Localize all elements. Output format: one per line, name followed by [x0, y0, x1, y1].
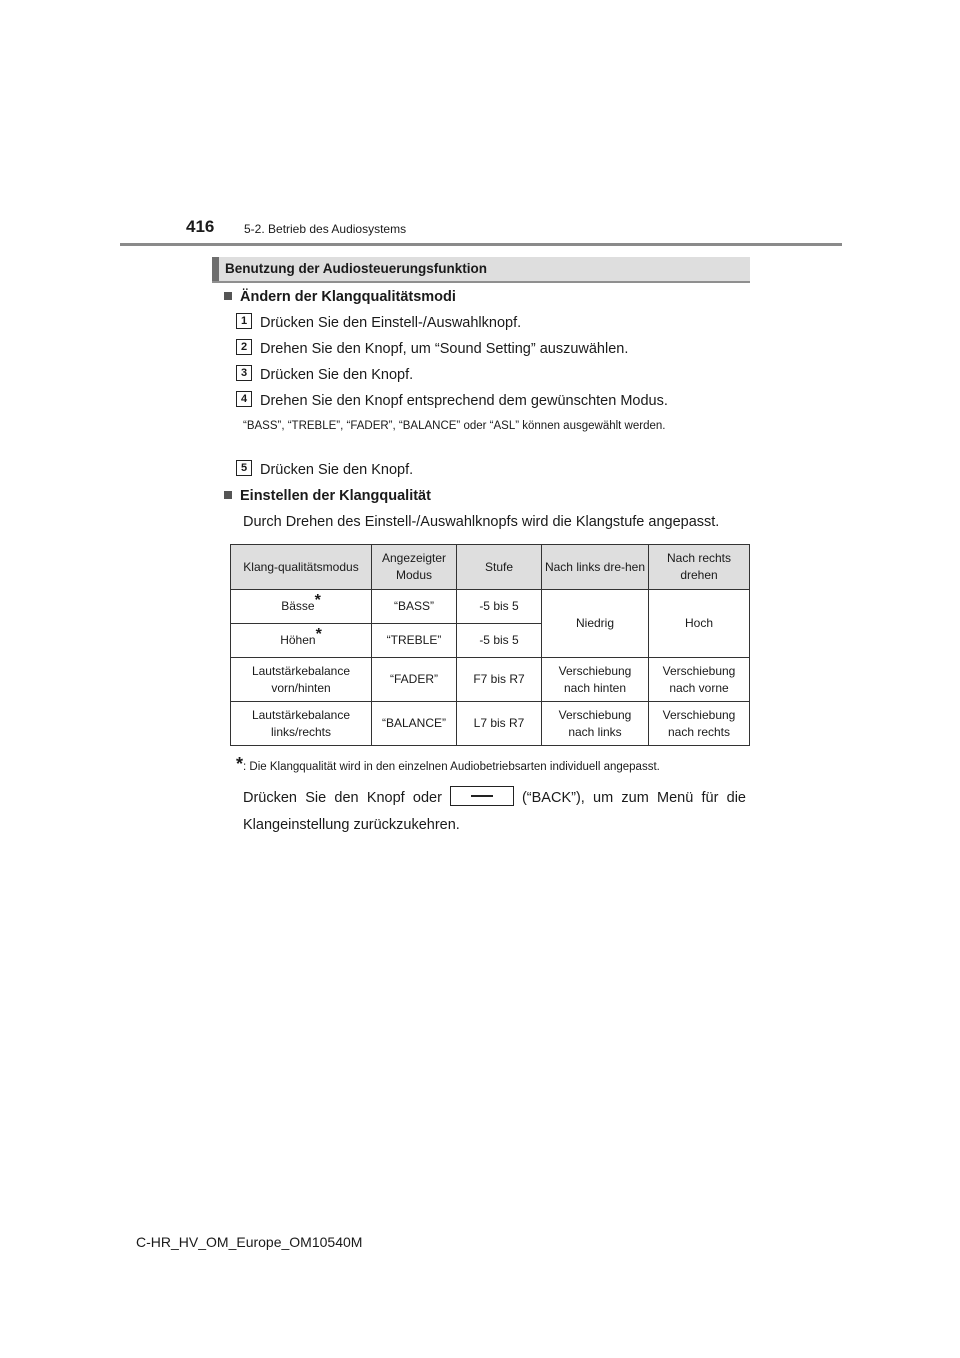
footnote-marker: * — [236, 754, 244, 774]
table-cell-left: Verschiebung nach links — [542, 702, 649, 746]
section-title-bar — [212, 257, 750, 283]
table-cell-mode: Lautstärkebalance links/rechts — [231, 702, 372, 746]
step-text-2: Drehen Sie den Knopf, um “Sound Setting” auszuwählen. — [260, 341, 629, 357]
table-cell-mode — [231, 590, 372, 624]
table-header-row — [231, 545, 750, 590]
square-bullet-icon — [224, 292, 232, 300]
page-number: 416 — [186, 217, 215, 236]
step-text-3: Drücken Sie den Knopf. — [260, 367, 414, 383]
table-cell-level: -5 bis 5 — [457, 590, 542, 624]
header-divider — [120, 243, 842, 246]
table-cell-level: L7 bis R7 — [457, 702, 542, 746]
table-cell-level: F7 bis R7 — [457, 658, 542, 702]
table-header-cell: Stufe — [457, 545, 542, 590]
table-cell-mode — [231, 624, 372, 658]
table-cell-right: Verschiebung nach rechts — [649, 702, 750, 746]
table-cell-mode: Lautstärkebalance vorn/hinten — [231, 658, 372, 702]
back-instruction-start: Drücken Sie den Knopf oder — [243, 790, 442, 806]
table-cell-display: “FADER” — [372, 658, 457, 702]
mode-note: “BASS”, “TREBLE”, “FADER”, “BALANCE” oder “ASL” können ausgewählt werden. — [243, 420, 666, 432]
mode-change-heading-text: Ändern der Klangqualitätsmodi — [240, 289, 456, 305]
mode-label: Bässe — [281, 599, 315, 613]
back-instruction-end: (“BACK”), um zum Menü für die Klangeinstellung zurückzukehren. — [243, 790, 746, 833]
step-number-5: 5 — [236, 460, 252, 476]
step-number-2: 2 — [236, 339, 252, 355]
table-header-cell: Klang-qualitätsmodus — [231, 545, 372, 590]
breadcrumb: 5-2. Betrieb des Audiosystems — [244, 222, 407, 236]
back-button-icon — [450, 786, 514, 806]
step-text-1: Drücken Sie den Einstell-/Auswahlknopf. — [260, 315, 522, 331]
table-cell-display: “BALANCE” — [372, 702, 457, 746]
back-instruction — [243, 785, 746, 839]
table-cell-level: -5 bis 5 — [457, 624, 542, 658]
step-number-1: 1 — [236, 313, 252, 329]
table-cell-right: Verschiebung nach vorne — [649, 658, 750, 702]
quality-adjust-heading — [224, 488, 431, 504]
quality-adjust-text: Durch Drehen des Einstell-/Auswahlknopfs wird die Klangstufe angepasst. — [243, 514, 720, 530]
table-cell-left: Verschiebung nach hinten — [542, 658, 649, 702]
table-row — [231, 702, 750, 746]
asterisk-mark: * — [314, 592, 321, 609]
table-cell-left: Niedrig — [542, 590, 649, 658]
mode-change-heading — [224, 289, 456, 305]
asterisk-mark: * — [315, 626, 322, 643]
table-cell-display: “BASS” — [372, 590, 457, 624]
table-cell-right: Hoch — [649, 590, 750, 658]
footnote — [236, 754, 660, 775]
footnote-text: : Die Klangqualität wird in den einzelnen Audiobetriebsarten individuell angepasst. — [243, 761, 660, 773]
section-title: Benutzung der Audiosteuerungsfunktion — [225, 261, 487, 276]
step-number-4: 4 — [236, 391, 252, 407]
document-code: C-HR_HV_OM_Europe_OM10540M — [136, 1234, 363, 1250]
table-row — [231, 658, 750, 702]
table-header-cell: Nach rechts drehen — [649, 545, 750, 590]
sound-quality-table — [230, 544, 750, 746]
square-bullet-icon — [224, 491, 232, 499]
step-number-3: 3 — [236, 365, 252, 381]
step-text-4: Drehen Sie den Knopf entsprechend dem gewünschten Modus. — [260, 393, 668, 409]
table-row — [231, 590, 750, 624]
section-accent — [212, 257, 219, 281]
table-cell-display: “TREBLE” — [372, 624, 457, 658]
step-text-5: Drücken Sie den Knopf. — [260, 462, 414, 478]
mode-label: Höhen — [280, 633, 316, 647]
quality-adjust-heading-text: Einstellen der Klangqualität — [240, 488, 431, 504]
table-header-cell: Angezeigter Modus — [372, 545, 457, 590]
dash-icon — [471, 795, 493, 797]
table-header-cell: Nach links dre-hen — [542, 545, 649, 590]
